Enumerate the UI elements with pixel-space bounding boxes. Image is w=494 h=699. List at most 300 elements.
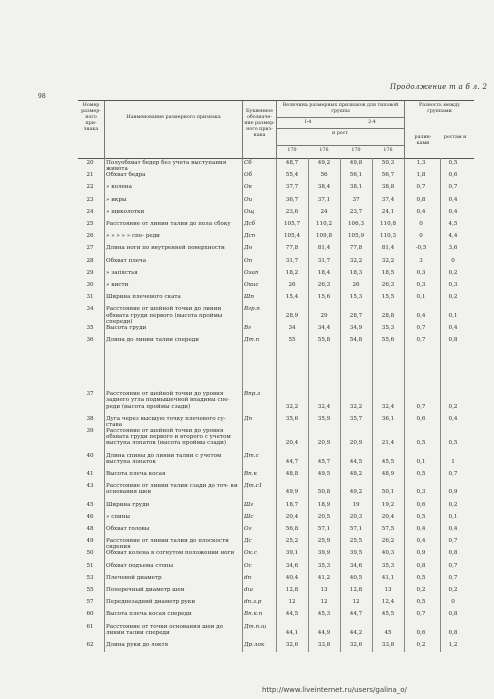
- row-name: Обхват плеча: [106, 257, 147, 264]
- row-value: 38,4: [317, 184, 331, 191]
- row-number: 23: [86, 196, 94, 203]
- row-name: Расстояние от шейной точки до линии обхвата груди первого (высота проймы спереди): [106, 306, 223, 325]
- row-name: Высота плеча косая спереди: [106, 611, 192, 618]
- row-symbol: Дт.п.ш: [244, 623, 267, 630]
- header-diff: [404, 101, 474, 158]
- row-value: 39,5: [349, 550, 363, 557]
- row-value: 20,4: [285, 513, 299, 520]
- table-header: [78, 100, 474, 159]
- page-number: 98: [38, 93, 46, 100]
- row-value: 0,5: [416, 440, 426, 447]
- row-value: 37: [352, 196, 360, 203]
- row-value: 56,7: [381, 172, 395, 179]
- row-value: 15,5: [381, 294, 395, 301]
- row-symbol: Ощ: [244, 208, 255, 215]
- row-number: 25: [86, 221, 94, 227]
- header-rost: и рост: [331, 131, 349, 136]
- row-value: 55,8: [317, 337, 331, 343]
- column-rule: [276, 158, 277, 652]
- row-value: 20,3: [349, 513, 363, 520]
- row-value: 24,1: [381, 208, 395, 215]
- row-value: 4,5: [448, 221, 458, 227]
- row-value: 0,9: [448, 489, 458, 496]
- row-name: Обхват колена в согнутом положении ноги: [106, 550, 235, 557]
- row-value: 0,2: [448, 403, 458, 410]
- row-value: 50,3: [381, 160, 395, 166]
- header-height: 170: [351, 148, 361, 153]
- row-name: Длина руки до локтя: [106, 642, 169, 648]
- row-value: 37,4: [381, 196, 395, 203]
- row-value: 35,3: [317, 562, 331, 569]
- row-value: 0,1: [448, 312, 458, 319]
- row-symbol: Вп.к: [244, 471, 257, 477]
- row-value: 0,8: [448, 337, 458, 343]
- row-symbol: Озап: [244, 269, 259, 276]
- row-value: 38,8: [381, 184, 395, 191]
- row-value: 0,4: [416, 312, 426, 319]
- row-number: 26: [86, 233, 94, 240]
- column-rule: [440, 158, 441, 652]
- row-value: 18,9: [317, 501, 331, 508]
- row-name: Высота груди: [106, 324, 147, 331]
- row-value: 0,7: [448, 562, 458, 569]
- row-number: 37: [86, 391, 94, 398]
- row-value: 49,9: [285, 489, 299, 496]
- row-value: 49,2: [317, 160, 331, 166]
- row-value: 0,5: [416, 599, 426, 606]
- row-value: 45,3: [317, 611, 331, 618]
- row-value: 0,7: [448, 538, 458, 545]
- row-value: 0,7: [416, 324, 426, 331]
- row-value: 35,6: [285, 415, 299, 422]
- row-name: Расстояние от линии талии до плоскости сидения: [106, 538, 229, 551]
- header-diff-col: ралин- ками: [414, 135, 432, 146]
- row-value: 40,3: [381, 550, 395, 557]
- row-number: 28: [86, 257, 94, 264]
- row-value: 81,4: [317, 245, 331, 252]
- row-name: Длина спины до линии талии с учетом выступа лопаток: [106, 452, 222, 465]
- header-g1: I-4: [304, 120, 312, 125]
- row-value: 56,1: [349, 172, 363, 179]
- row-name: » щиколотки: [106, 208, 145, 215]
- row-value: 25,2: [285, 538, 299, 545]
- header-num: Номер размер- ного при- знака: [81, 103, 101, 132]
- row-value: 110,3: [379, 233, 396, 240]
- row-value: 0,4: [448, 415, 458, 422]
- row-name: Обхват головы: [106, 526, 150, 532]
- row-value: 32,6: [285, 642, 299, 648]
- row-symbol: Дп: [244, 415, 253, 422]
- row-number: 20: [86, 160, 94, 166]
- row-value: 32,2: [381, 257, 395, 264]
- column-rule: [404, 158, 405, 652]
- row-name: » » » » » спе- реди: [106, 233, 160, 240]
- row-number: 60: [86, 611, 94, 618]
- row-value: 0,1: [448, 513, 458, 520]
- row-symbol: Др.лок: [244, 642, 265, 648]
- table-caption: Продолжение т а б л. 2: [390, 83, 488, 91]
- row-name: Поперечный диаметр шеи: [106, 587, 185, 593]
- row-value: 0,4: [448, 196, 458, 203]
- row-symbol: Вп.к.п: [244, 611, 263, 618]
- row-symbol: Об: [244, 172, 253, 179]
- row-value: 34,6: [349, 562, 363, 569]
- row-value: 20,9: [317, 440, 331, 447]
- row-number: 24: [86, 208, 94, 215]
- row-number: 46: [86, 513, 94, 520]
- row-value: 0,8: [448, 550, 458, 557]
- row-symbol: Дсб: [244, 221, 256, 227]
- row-value: 56: [320, 172, 328, 179]
- row-value: 34,9: [349, 324, 363, 331]
- row-value: 20,5: [317, 513, 331, 520]
- row-value: 81,4: [381, 245, 395, 252]
- row-value: 55,6: [381, 337, 395, 343]
- row-value: 0,8: [448, 611, 458, 618]
- row-value: 24: [320, 208, 328, 215]
- row-symbol: Вг: [244, 324, 251, 331]
- row-symbol: Оп: [244, 257, 253, 264]
- row-value: 50,1: [381, 489, 395, 496]
- header-symbol: Буквенное обозначе- ние размер- ного приз- нака: [242, 101, 276, 158]
- row-value: 77,8: [349, 245, 363, 252]
- row-value: 32,2: [349, 257, 363, 264]
- row-value: 0,1: [416, 294, 426, 301]
- row-symbol: Дт.с1: [244, 483, 263, 490]
- row-value: 39,1: [285, 550, 299, 557]
- row-value: 20,9: [349, 440, 363, 447]
- row-value: 0,2: [448, 269, 458, 276]
- row-value: 0,7: [448, 574, 458, 581]
- row-value: 0: [451, 257, 455, 264]
- row-number: 27: [86, 245, 94, 252]
- row-value: 34: [288, 324, 296, 331]
- row-value: 105,9: [347, 233, 364, 240]
- row-symbol: Ос: [244, 562, 252, 569]
- row-symbol: Окис: [244, 282, 259, 288]
- row-value: 26,3: [317, 282, 331, 288]
- row-value: 48,7: [285, 160, 299, 166]
- row-value: 0,5: [448, 440, 458, 447]
- row-value: 26,2: [381, 538, 395, 545]
- row-value: 0,5: [448, 160, 458, 166]
- row-name: Полуобхват бедер без учета выступания живота: [106, 160, 227, 173]
- row-value: 0,9: [416, 550, 426, 557]
- row-value: 106,3: [347, 221, 364, 227]
- row-number: 48: [86, 526, 94, 532]
- row-value: 28,9: [285, 312, 299, 319]
- row-value: 35,3: [381, 324, 395, 331]
- row-name: Длина ноги по внутренней поверхности: [106, 245, 225, 252]
- row-number: 53: [86, 574, 94, 581]
- row-value: 40,4: [285, 574, 299, 581]
- row-value: 57,5: [381, 526, 395, 532]
- row-number: 61: [86, 623, 94, 630]
- row-value: 25,5: [349, 538, 363, 545]
- row-name: Обхват бедра: [106, 172, 146, 179]
- row-name: Расстояние от шейной точки до уровня обхвата груди первого и второго с учетом выступа лопаток (высота проймы сзади): [106, 428, 231, 447]
- row-name: Ширина плечевого ската: [106, 294, 181, 301]
- row-value: 0,4: [416, 538, 426, 545]
- row-value: 0,2: [448, 501, 458, 508]
- row-value: 12,8: [285, 587, 299, 593]
- row-value: 19,2: [381, 501, 395, 508]
- row-symbol: Сб: [244, 160, 252, 166]
- row-number: 41: [86, 471, 94, 477]
- row-symbol: Ои: [244, 196, 253, 203]
- row-value: 3,6: [448, 245, 458, 252]
- row-number: 43: [86, 483, 94, 490]
- row-value: 0,5: [416, 471, 426, 477]
- row-value: 57,1: [317, 526, 331, 532]
- row-name: Ширина груди: [106, 501, 150, 508]
- row-value: 0,3: [448, 282, 458, 288]
- row-value: 57,1: [349, 526, 363, 532]
- row-value: 18,5: [381, 269, 395, 276]
- row-number: 29: [86, 269, 94, 276]
- row-value: 13: [320, 587, 328, 593]
- row-value: 55,4: [285, 172, 299, 179]
- header-name: Наименование размерного признака: [104, 101, 242, 158]
- row-value: 0,8: [448, 629, 458, 636]
- row-value: 32,4: [381, 403, 395, 410]
- row-value: 0,2: [416, 642, 426, 648]
- row-value: 0,7: [416, 403, 426, 410]
- column-rule: [308, 158, 309, 652]
- row-number: 57: [86, 599, 94, 606]
- row-symbol: Шг: [244, 501, 254, 508]
- row-value: 36,7: [285, 196, 299, 203]
- row-value: 49,8: [349, 160, 363, 166]
- column-rule: [372, 158, 373, 652]
- row-value: 54,8: [349, 337, 363, 343]
- row-value: 40,5: [349, 574, 363, 581]
- row-value: 25,9: [317, 538, 331, 545]
- row-number: 34: [86, 306, 94, 313]
- row-value: 18,7: [285, 501, 299, 508]
- row-name: » кисти: [106, 282, 129, 288]
- row-value: 35,9: [317, 415, 331, 422]
- row-symbol: Ок: [244, 184, 252, 191]
- row-value: 0,3: [416, 489, 426, 496]
- row-name: Расстояние от точки основания шеи до линии талии спереди: [106, 623, 223, 636]
- row-symbol: Шс: [244, 513, 254, 520]
- row-value: 23,7: [349, 208, 363, 215]
- row-number: 55: [86, 587, 94, 593]
- row-value: 31,7: [285, 257, 299, 264]
- header-group-label: Величина размерных признаков для типовой группы: [282, 103, 399, 114]
- row-value: 77,8: [285, 245, 299, 252]
- row-name: Расстояние от линии талии до пола сбоку: [106, 221, 231, 227]
- row-value: 12: [320, 599, 328, 606]
- row-value: 56,8: [285, 526, 299, 532]
- row-value: 28,7: [349, 312, 363, 319]
- row-value: 55: [288, 337, 296, 343]
- row-name: Высота плеча косая: [106, 471, 166, 477]
- row-value: 0,3: [416, 282, 426, 288]
- row-value: 44,1: [285, 629, 299, 636]
- row-value: 0,7: [416, 611, 426, 618]
- row-value: 33,8: [317, 642, 331, 648]
- row-symbol: Впр.з: [244, 391, 261, 398]
- row-value: 48,8: [285, 471, 299, 477]
- row-value: 0,4: [448, 324, 458, 331]
- row-value: 13: [384, 587, 392, 593]
- row-name: Дуга через высшую точку плечевого су- става: [106, 415, 226, 428]
- row-value: 0,7: [448, 471, 458, 477]
- row-value: 0,8: [416, 562, 426, 569]
- row-value: 110,2: [315, 221, 332, 227]
- row-value: 38,1: [349, 184, 363, 191]
- row-value: 44,9: [317, 629, 331, 636]
- row-symbol: Дт.п: [244, 337, 260, 343]
- row-value: 48,9: [381, 471, 395, 477]
- header-g2: 2-4: [368, 120, 376, 125]
- row-value: -0,5: [415, 245, 427, 252]
- row-name: Обхват подъема стопы: [106, 562, 174, 569]
- column-rule: [242, 158, 243, 652]
- row-symbol: Дсп: [244, 233, 256, 240]
- row-value: 45: [384, 629, 392, 636]
- row-value: 0,5: [416, 513, 426, 520]
- row-number: 51: [86, 562, 94, 569]
- row-value: 0,6: [416, 415, 426, 422]
- row-value: 0,4: [448, 526, 458, 532]
- row-value: 4,4: [448, 233, 458, 240]
- row-value: 105,7: [283, 221, 300, 227]
- row-symbol: Ог: [244, 526, 252, 532]
- row-value: 109,8: [315, 233, 332, 240]
- row-value: 0,2: [448, 294, 458, 301]
- row-value: 0,4: [416, 208, 426, 215]
- row-value: 34,4: [317, 324, 331, 331]
- row-value: 0: [419, 233, 423, 240]
- row-value: 0,5: [416, 574, 426, 581]
- row-name: Расстояние от линии талии сзади до точ- ки основания шеи: [106, 483, 238, 496]
- row-value: 0,7: [416, 337, 426, 343]
- row-value: 50,8: [317, 489, 331, 496]
- row-value: 0,1: [416, 458, 426, 465]
- row-value: 49,2: [349, 489, 363, 496]
- row-value: 1,8: [416, 172, 426, 179]
- row-value: 12,8: [349, 587, 363, 593]
- row-value: 0,4: [416, 526, 426, 532]
- row-value: 32,2: [285, 403, 299, 410]
- row-value: 32,6: [349, 642, 363, 648]
- row-value: 15,4: [285, 294, 299, 301]
- header-height: 170: [287, 148, 297, 153]
- row-value: 32,2: [349, 403, 363, 410]
- column-rule: [104, 158, 105, 652]
- header-diff-col: ростам и: [443, 135, 467, 140]
- row-value: 45,5: [381, 611, 395, 618]
- row-value: 39,9: [317, 550, 331, 557]
- row-value: 45,5: [381, 458, 395, 465]
- row-value: 0: [419, 221, 423, 227]
- row-symbol: dп: [244, 574, 252, 581]
- row-number: 45: [86, 501, 94, 508]
- row-value: 18,4: [317, 269, 331, 276]
- row-value: 0: [451, 599, 455, 606]
- row-value: 44,2: [349, 629, 363, 636]
- header-height: 176: [383, 148, 393, 153]
- row-symbol: Дн: [244, 245, 253, 252]
- row-value: 41,2: [317, 574, 331, 581]
- row-number: 22: [86, 184, 94, 191]
- row-number: 62: [86, 642, 94, 648]
- row-value: 44,7: [349, 611, 363, 618]
- row-value: 36,1: [381, 415, 395, 422]
- row-value: 26: [352, 282, 360, 288]
- row-value: 33,8: [381, 642, 395, 648]
- row-value: 41,1: [381, 574, 395, 581]
- row-value: 0,4: [448, 208, 458, 215]
- row-value: 35,7: [349, 415, 363, 422]
- row-value: 26: [288, 282, 296, 288]
- row-number: 36: [86, 337, 94, 343]
- row-name: Плечевой диаметр: [106, 574, 162, 581]
- row-value: 26,3: [381, 282, 395, 288]
- row-value: 20,4: [381, 513, 395, 520]
- source-url: http://www.liveinternet.ru/users/galina_o/: [262, 686, 407, 694]
- row-value: 37,7: [285, 184, 299, 191]
- row-name: » икры: [106, 196, 127, 203]
- column-rule: [340, 158, 341, 652]
- row-value: 15,6: [317, 294, 331, 301]
- row-value: 1,2: [448, 642, 458, 648]
- row-value: 45,7: [317, 458, 331, 465]
- row-name: Длина до линии талии спереди: [106, 337, 199, 343]
- row-value: 1: [451, 458, 455, 465]
- row-number: 40: [86, 452, 94, 459]
- row-number: 50: [86, 550, 94, 557]
- row-symbol: dш: [244, 587, 253, 593]
- header-height: 176: [319, 148, 329, 153]
- row-name: » колена: [106, 184, 132, 191]
- row-value: 19: [352, 501, 360, 508]
- row-symbol: Дт.с: [244, 452, 259, 459]
- row-value: 44,5: [349, 458, 363, 465]
- row-value: 0,2: [448, 587, 458, 593]
- row-value: 0,6: [416, 629, 426, 636]
- row-value: 31,7: [317, 257, 331, 264]
- row-value: 0,6: [416, 501, 426, 508]
- row-value: 28,8: [381, 312, 395, 319]
- row-number: 39: [86, 428, 94, 434]
- row-name: Переднезадний диаметр руки: [106, 599, 196, 606]
- row-symbol: Вгр.п: [244, 306, 260, 313]
- row-value: 49,5: [317, 471, 331, 477]
- row-name: » спины: [106, 513, 130, 520]
- row-value: 32,4: [317, 403, 331, 410]
- row-number: 30: [86, 282, 94, 288]
- row-value: 18,3: [349, 269, 363, 276]
- row-value: 20,4: [285, 440, 299, 447]
- row-value: 0,6: [448, 172, 458, 179]
- row-value: 44,7: [285, 458, 299, 465]
- row-value: 110,8: [379, 221, 396, 227]
- header-diff-label: Разность между группами: [418, 103, 461, 114]
- row-number: 31: [86, 294, 94, 301]
- row-number: 35: [86, 324, 94, 331]
- row-value: 12: [352, 599, 360, 606]
- row-value: 3: [419, 257, 423, 264]
- row-symbol: Шп: [244, 294, 254, 301]
- row-value: 0,7: [448, 184, 458, 191]
- row-value: 23,6: [285, 208, 299, 215]
- row-number: 49: [86, 538, 94, 545]
- row-value: 29: [320, 312, 328, 319]
